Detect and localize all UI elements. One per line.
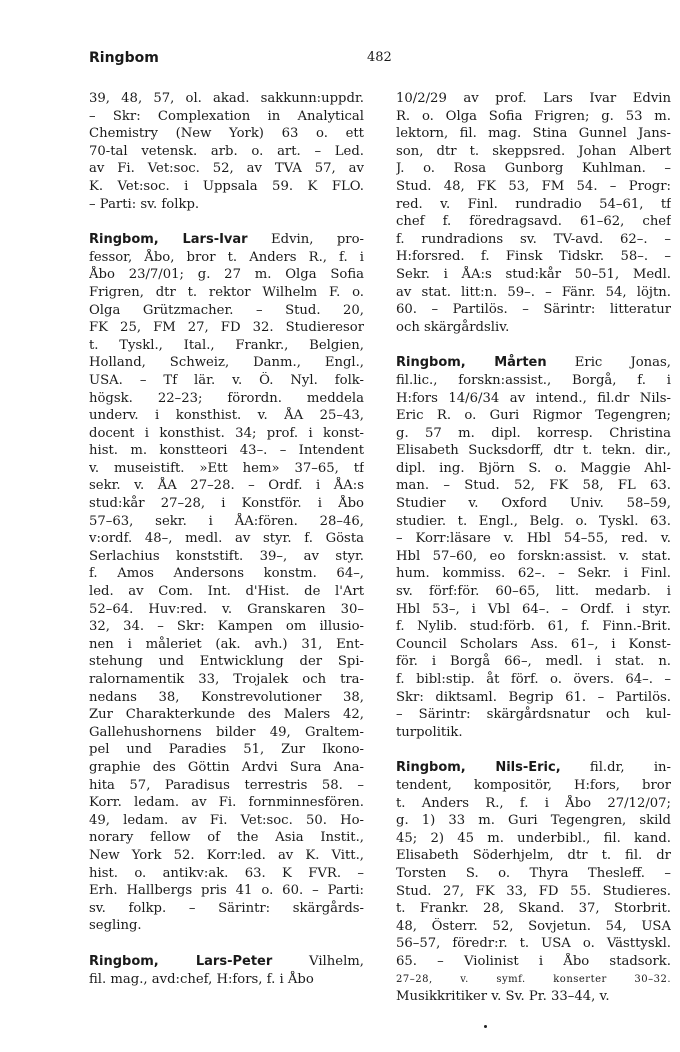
text-line: av Fi. Vet:soc. 52, av TVA 57, av <box>89 161 364 177</box>
text-line: Olga Grützmacher. – Stud. 20, <box>89 302 364 318</box>
text-line: f. Amos Andersons konstm. 64–, <box>89 566 364 582</box>
text-line: Musikkritiker v. Sv. Pr. 33–44, v. <box>396 989 610 1005</box>
text-line: R. o. Olga Sofia Frigren; g. 53 m. <box>396 108 671 124</box>
text-line: Gallehushornens bilder 49, Graltem- <box>89 724 364 740</box>
text-line: fil. mag., avd:chef, H:fors, f. i Åbo <box>89 971 314 987</box>
text-line: f. bibl:stip. åt förf. o. övers. 64–. – <box>396 672 671 687</box>
text-line: son, dtr t. skeppsred. Johan Albert <box>396 143 671 159</box>
text-line: Åbo 23/7/01; g. 27 m. Olga Sofia <box>89 267 364 283</box>
text-line: t. Frankr. 28, Skand. 37, Storbrit. <box>396 901 671 917</box>
text-line: fil.lic., forskn:assist., Borgå, f. i <box>396 372 671 388</box>
text-line: chef f. föredragsavd. 61–62, chef <box>396 214 671 230</box>
text-line: turpolitik. <box>396 724 463 740</box>
text-line: red. v. Finl. rundradio 54–61, tf <box>396 196 671 212</box>
text-line: 56–57, föredr:r. t. USA o. Västtyskl. <box>396 936 671 952</box>
text-line: och skärgårdsliv. <box>396 319 510 335</box>
text-line: v:ordf. 48–, medl. av styr. f. Gösta <box>89 531 364 547</box>
text-line: 32, 34. – Skr: Kampen om illusio- <box>89 619 364 635</box>
text-line: led. av Com. Int. d'Hist. de l'Art <box>89 584 364 600</box>
page-header <box>0 0 680 66</box>
text-line: dipl. ing. Björn S. o. Maggie Ahl- <box>396 460 671 476</box>
text-line: Holland, Schweiz, Danm., Engl., <box>89 355 364 371</box>
text-line: 52–64. Huv:red. v. Granskaren 30– <box>89 601 364 617</box>
text-line: ralornamentik 33, Trojalek och tra- <box>89 672 364 687</box>
text-line: Korr. ledam. av Fi. fornminnesfören. <box>89 795 364 811</box>
text-line: lektorn, fil. mag. Stina Gunnel Jans- <box>396 126 671 142</box>
text-line: 70-tal vetensk. arb. o. art. – Led. <box>89 143 364 159</box>
biography-entry <box>396 759 671 1005</box>
text-line <box>89 231 364 249</box>
text-line: 10/2/29 av prof. Lars Ivar Edvin <box>396 91 671 106</box>
text-line: Stud. 48, FK 53, FM 54. – Progr: <box>396 178 671 194</box>
text-line: Eric R. o. Guri Rigmor Tegengren; <box>396 408 671 424</box>
text-line: v. museistift. »Ett hem» 37–65, tf <box>89 460 364 476</box>
text-line: 49, ledam. av Fi. Vet:soc. 50. Ho- <box>89 812 364 828</box>
text-line: FK 25, FM 27, FD 32. Studieresor <box>89 320 364 336</box>
text-line: f. Nylib. stud:förb. 61, f. Finn.-Brit. <box>396 619 671 635</box>
text-line: norary fellow of the Asia Instit., <box>89 830 364 846</box>
biography-entry <box>89 231 364 935</box>
entry-text: Vilhelm, <box>272 953 364 969</box>
text-line: segling. <box>89 918 142 934</box>
text-line: Zur Charakterkunde des Malers 42, <box>89 707 364 723</box>
entry-text: fil.dr, in- <box>560 760 671 776</box>
text-line: – Skr: Complexation in Analytical <box>89 108 364 124</box>
text-line: nen i måleriet (ak. avh.) 31, Ent- <box>89 636 364 652</box>
text-line: hita 57, Paradisus terrestris 58. – <box>89 777 364 793</box>
text-line: – Korr:läsare v. Hbl 54–55, red. v. <box>396 531 671 547</box>
entry-text: Edvin, pro- <box>247 232 364 248</box>
text-line: nedans 38, Konstrevolutioner 38, <box>89 689 364 705</box>
text-line: 65. – Violinist i Åbo stadsork. <box>396 953 671 969</box>
text-line: Elisabeth Söderhjelm, dtr t. fil. dr <box>396 848 671 864</box>
text-line: av stat. litt:n. 59–. – Fänr. 54, löjtn. <box>396 284 671 300</box>
text-line <box>396 759 671 777</box>
text-line: hist. m. konstteori 43–. – Intendent <box>89 443 364 459</box>
text-line: Elisabeth Sucksdorff, dtr t. tekn. dir., <box>396 443 671 459</box>
text-line: sv. folkp. – Särintr: skärgårds- <box>89 900 364 916</box>
right-column <box>396 90 671 1006</box>
text-line: Skr: diktsaml. Begrip 61. – Partilös. <box>396 689 671 705</box>
entry-gap <box>89 213 364 231</box>
text-line: Sekr. i ÅA:s stud:kår 50–51, Medl. <box>396 266 671 282</box>
text-line: Stud. 27, FK 33, FD 55. Studieres. <box>396 883 671 899</box>
text-line: pel und Paradies 51, Zur Ikono- <box>89 742 364 758</box>
text-line: t. Tyskl., Ital., Frankr., Belgien, <box>89 337 364 353</box>
text-line: K. Vet:soc. i Uppsala 59. K FLO. <box>89 178 364 194</box>
text-line: Studier v. Oxford Univ. 58–59, <box>396 496 671 512</box>
text-line: g. 1) 33 m. Guri Tegengren, skild <box>396 813 671 829</box>
running-head: Ringbom <box>89 50 159 66</box>
text-line: 57–63, sekr. i ÅA:fören. 28–46, <box>89 513 364 529</box>
entry-gap <box>396 741 671 759</box>
text-line: 27–28, v. symf. konserter 30–32. <box>396 973 671 985</box>
entry-continuation <box>396 90 671 336</box>
text-line: 45; 2) 45 m. underbibl., fil. kand. <box>396 830 671 846</box>
text-line: New York 52. Korr:led. av K. Vitt., <box>89 847 364 863</box>
text-line: g. 57 m. dipl. korresp. Christina <box>396 425 671 441</box>
text-line: Serlachius konststift. 39–, av styr. <box>89 548 364 564</box>
entry-text: Eric Jonas, <box>546 355 671 371</box>
text-line: fessor, Åbo, bror t. Anders R., f. i <box>89 249 364 265</box>
text-line: stehung und Entwicklung der Spi- <box>89 654 364 670</box>
text-line: studier. t. Engl., Belg. o. Tyskl. 63. <box>396 513 671 529</box>
text-line: stud:kår 27–28, i Konstför. i Åbo <box>89 496 364 512</box>
text-line: Hbl 57–60, eo forskn:assist. v. stat. <box>396 548 671 564</box>
entry-gap <box>89 935 364 953</box>
text-line: man. – Stud. 52, FK 58, FL 63. <box>396 478 671 494</box>
text-line: f. rundradions sv. TV-avd. 62–. – <box>396 231 671 247</box>
text-line: sv. förf:för. 60–65, litt. medarb. i <box>396 584 671 600</box>
entry-gap <box>396 336 671 354</box>
text-line: Torsten S. o. Thyra Thesleff. – <box>396 865 671 881</box>
text-line: för. i Borgå 66–, medl. i stat. n. <box>396 654 671 670</box>
text-line: 60. – Partilös. – Särintr: litteratur <box>396 302 671 318</box>
text-line: högsk. 22–23; förordn. meddela <box>89 390 364 406</box>
text-line: Chemistry (New York) 63 o. ett <box>89 126 364 142</box>
page-mark <box>484 1025 487 1028</box>
text-line: – Särintr: skärgårdsnatur och kul- <box>396 707 671 723</box>
text-line: USA. – Tf lär. v. Ö. Nyl. folk- <box>89 372 364 388</box>
text-line: – Parti: sv. folkp. <box>89 196 200 212</box>
text-line: 39, 48, 57, ol. akad. sakkunn:uppdr. <box>89 91 364 106</box>
page-number: 482 <box>367 50 392 65</box>
text-line: docent i konsthist. 34; prof. i konst- <box>89 425 364 441</box>
entry-name: Ringbom, Lars-Ivar <box>89 232 248 248</box>
text-line: t. Anders R., f. i Åbo 27/12/07; <box>396 795 671 811</box>
biography-entry <box>396 354 671 741</box>
text-line: Council Scholars Ass. 61–, i Konst- <box>396 636 671 652</box>
text-line: tendent, kompositör, H:fors, bror <box>396 777 671 793</box>
text-line <box>396 354 671 372</box>
text-line: Hbl 53–, i Vbl 64–. – Ordf. i styr. <box>396 601 671 617</box>
left-column <box>89 90 364 988</box>
text-line <box>89 953 364 971</box>
text-line: hist. o. antikv:ak. 63. K FVR. – <box>89 865 364 881</box>
text-line: Frigren, dtr t. rektor Wilhelm F. o. <box>89 284 364 300</box>
text-line: graphie des Göttin Ardvi Sura Ana- <box>89 759 364 775</box>
text-line: J. o. Rosa Gunborg Kuhlman. – <box>396 161 671 177</box>
biography-entry <box>89 953 364 988</box>
entry-name: Ringbom, Nils-Eric, <box>396 760 561 776</box>
text-line: H:fors 14/6/34 av intend., fil.dr Nils- <box>396 390 671 406</box>
text-line: Erh. Hallbergs pris 41 o. 60. – Parti: <box>89 883 364 899</box>
text-line: hum. kommiss. 62–. – Sekr. i Finl. <box>396 566 671 582</box>
text-line: H:forsred. f. Finsk Tidskr. 58–. – <box>396 249 671 265</box>
entry-name: Ringbom, Mårten <box>396 355 547 371</box>
entry-continuation <box>89 90 364 213</box>
entry-name: Ringbom, Lars-Peter <box>89 953 273 969</box>
text-line: underv. i konsthist. v. ÅA 25–43, <box>89 408 364 424</box>
text-line: 48, Österr. 52, Sovjetun. 54, USA <box>396 918 671 934</box>
text-line: sekr. v. ÅA 27–28. – Ordf. i ÅA:s <box>89 478 364 494</box>
